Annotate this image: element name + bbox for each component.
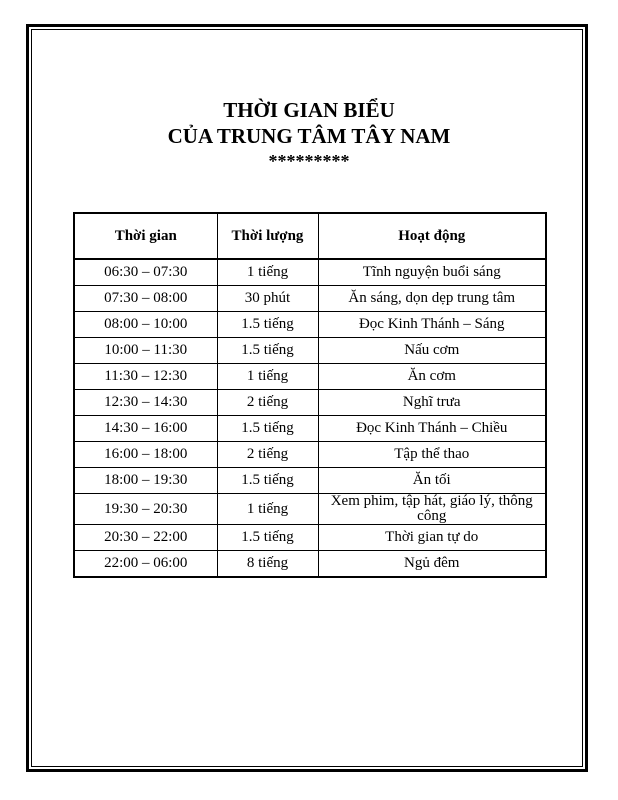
- cell-duration: 1.5 tiếng: [217, 338, 318, 364]
- cell-activity: Thời gian tự do: [318, 525, 546, 551]
- cell-duration: 1 tiếng: [217, 494, 318, 525]
- table-row: [74, 364, 546, 390]
- cell-activity: Nấu cơm: [318, 338, 546, 364]
- title-separator: *********: [268, 151, 350, 171]
- cell-activity: Ăn sáng, dọn dẹp trung tâm: [318, 286, 546, 312]
- cell-duration: 1.5 tiếng: [217, 312, 318, 338]
- cell-duration: 2 tiếng: [217, 442, 318, 468]
- table-row: [74, 259, 546, 286]
- cell-activity: Đọc Kinh Thánh – Sáng: [318, 312, 546, 338]
- table-row: [74, 494, 546, 525]
- cell-duration: 1 tiếng: [217, 259, 318, 286]
- table-row: [74, 468, 546, 494]
- cell-duration: 1.5 tiếng: [217, 416, 318, 442]
- cell-time: 12:30 – 14:30: [74, 390, 217, 416]
- cell-time: 19:30 – 20:30: [74, 494, 217, 525]
- table-row: [74, 525, 546, 551]
- table-row: [74, 416, 546, 442]
- table-row: [74, 312, 546, 338]
- cell-activity: Đọc Kinh Thánh – Chiều: [318, 416, 546, 442]
- cell-duration: 2 tiếng: [217, 390, 318, 416]
- cell-activity: Tĩnh nguyện buổi sáng: [318, 259, 546, 286]
- cell-duration: 1.5 tiếng: [217, 525, 318, 551]
- cell-time: 22:00 – 06:00: [74, 551, 217, 578]
- table-header-row: [74, 213, 546, 259]
- cell-duration: 1.5 tiếng: [217, 468, 318, 494]
- document-title-line2: CỦA TRUNG TÂM TÂY NAM: [167, 124, 451, 148]
- cell-duration: 1 tiếng: [217, 364, 318, 390]
- cell-time: 07:30 – 08:00: [74, 286, 217, 312]
- header-activity: Hoạt động: [318, 213, 546, 259]
- table-row: [74, 390, 546, 416]
- table-row: [74, 286, 546, 312]
- cell-activity: Ăn tối: [318, 468, 546, 494]
- cell-duration: 30 phút: [217, 286, 318, 312]
- cell-activity: Ngủ đêm: [318, 551, 546, 578]
- cell-time: 18:00 – 19:30: [74, 468, 217, 494]
- table-row: [74, 551, 546, 578]
- schedule-table: [73, 212, 547, 578]
- cell-time: 20:30 – 22:00: [74, 525, 217, 551]
- cell-activity: Ăn cơm: [318, 364, 546, 390]
- cell-time: 16:00 – 18:00: [74, 442, 217, 468]
- cell-time: 14:30 – 16:00: [74, 416, 217, 442]
- cell-time: 11:30 – 12:30: [74, 364, 217, 390]
- cell-activity: Xem phim, tập hát, giáo lý, thông công: [318, 494, 546, 525]
- cell-duration: 8 tiếng: [217, 551, 318, 578]
- header-duration: Thời lượng: [217, 213, 318, 259]
- cell-time: 06:30 – 07:30: [74, 259, 217, 286]
- document-title-line1: THỜI GIAN BIỂU: [223, 98, 395, 122]
- cell-time: 08:00 – 10:00: [74, 312, 217, 338]
- cell-time: 10:00 – 11:30: [74, 338, 217, 364]
- table-row: [74, 442, 546, 468]
- cell-activity: Tập thể thao: [318, 442, 546, 468]
- cell-activity: Nghĩ trưa: [318, 390, 546, 416]
- table-row: [74, 338, 546, 364]
- header-time: Thời gian: [74, 213, 217, 259]
